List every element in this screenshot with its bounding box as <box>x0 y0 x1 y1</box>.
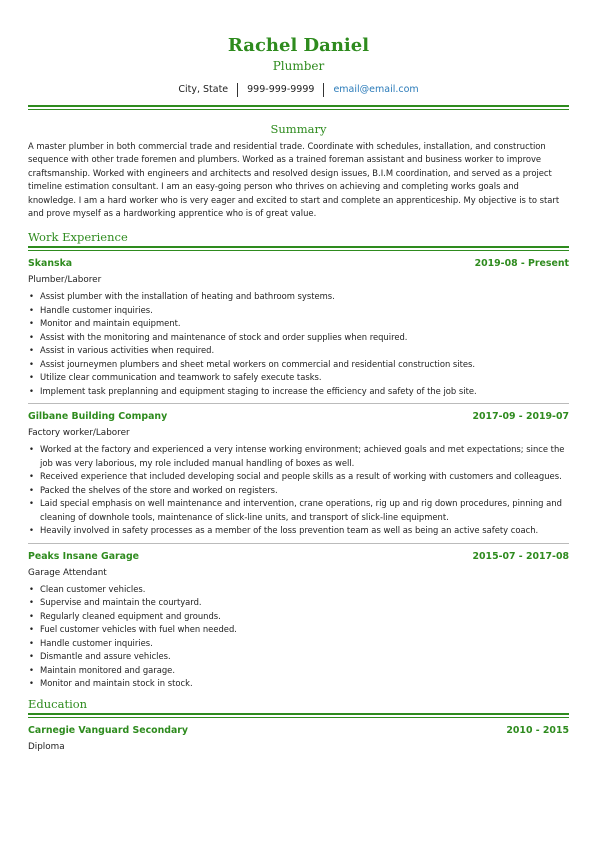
job-dates: 2017-09 - 2019-07 <box>472 411 569 423</box>
job-role: Plumber/Laborer <box>28 275 102 286</box>
job-dates: 2019-08 - Present <box>474 258 569 270</box>
bullet-item: • Monitor and maintain stock in stock. <box>40 677 569 691</box>
bullet-item: • Assist in various activities when required. <box>40 344 569 358</box>
school-degree: Diploma <box>28 741 65 752</box>
section-divider <box>28 713 569 718</box>
candidate-title: Plumber <box>272 59 325 73</box>
bullet-item: • Handle customer inquiries. <box>40 304 569 318</box>
education-heading: Education <box>28 696 88 711</box>
job-divider <box>28 403 569 404</box>
job-divider <box>28 543 569 544</box>
school-name: Carnegie Vanguard Secondary <box>28 724 189 736</box>
contact-separator <box>237 83 238 97</box>
header-divider <box>28 105 569 110</box>
bullet-item: • Received experience that included developing social and people skills as a result of working with customers and colleagues. <box>40 470 569 484</box>
bullet-item: • Maintain monitored and garage. <box>40 664 569 678</box>
job-company: Gilbane Building Company <box>28 411 168 423</box>
job-company: Peaks Insane Garage <box>28 550 140 562</box>
bullet-item: • Laid special emphasis on well maintenance and intervention, crane operations, rig up and rig down procedures, pinning and cleaning of downhole tools, maintenance of slick-line units, and transport of slick-line equipment. <box>40 497 569 524</box>
bullet-item: • Implement task preplanning and equipment staging to increase the efficiency and safety of the job site. <box>40 385 569 399</box>
job-bullets <box>28 583 569 691</box>
work-experience-heading: Work Experience <box>28 230 128 245</box>
bullet-item: • Packed the shelves of the store and worked on registers. <box>40 484 569 498</box>
contact-line <box>28 83 569 97</box>
job-bullets <box>28 443 569 538</box>
job-bullets <box>28 290 569 398</box>
job-role: Factory worker/Laborer <box>28 428 130 439</box>
bullet-item: • Monitor and maintain equipment. <box>40 317 569 331</box>
bullet-item: • Clean customer vehicles. <box>40 583 569 597</box>
bullet-item: • Heavily involved in safety processes as a member of the loss prevention team as well as being an active safety coach. <box>40 524 569 538</box>
bullet-item: • Fuel customer vehicles with fuel when needed. <box>40 623 569 637</box>
bullet-item: • Assist plumber with the installation of heating and bathroom systems. <box>40 290 569 304</box>
contact-email-link[interactable]: email@email.com <box>333 84 419 95</box>
job-entry <box>28 410 569 544</box>
bullet-item: • Utilize clear communication and teamwork to safely execute tasks. <box>40 371 569 385</box>
section-divider <box>28 246 569 251</box>
summary-text: A master plumber in both commercial trade and residential trade. Coordinate with schedules, installation, and construction sequence with other trade foremen and plumbers. Worked as a trained foreman assistant and business worker to improve craftsmanship. Worked with engineers and architects and resolved design issues, B.I.M coordination, and served as a project timeline estimation consultant. I am an easy-going person who thrives on achieving and completing works goals and knowledge. I am a hard worker who is very eager and excited to start and complete an apprenticeship. My objective is to start and prove myself as a hardworking apprentice who is of great value. <box>28 141 560 219</box>
contact-location: City, State <box>178 84 229 95</box>
job-role: Garage Attendant <box>28 567 107 578</box>
resume-header <box>28 0 569 97</box>
bullet-item: • Supervise and maintain the courtyard. <box>40 596 569 610</box>
contact-phone: 999-999-9999 <box>247 84 315 95</box>
job-entry <box>28 550 569 691</box>
school-dates: 2010 - 2015 <box>506 724 569 736</box>
job-company: Skanska <box>28 258 73 270</box>
bullet-item: • Regularly cleaned equipment and grounds. <box>40 610 569 624</box>
bullet-item: • Assist with the monitoring and maintenance of stock and order supplies when required. <box>40 331 569 345</box>
bullet-item: • Dismantle and assure vehicles. <box>40 650 569 664</box>
bullet-item: • Worked at the factory and experienced a very intense working environment; achieved goals and met expectations; since the job was very laborious, my role included manual handling of boxes as well. <box>40 443 569 470</box>
contact-separator <box>323 83 324 97</box>
education-entry <box>28 724 569 754</box>
bullet-item: • Assist journeymen plumbers and sheet metal workers on commercial and residential construction sites. <box>40 358 569 372</box>
candidate-name: Rachel Daniel <box>227 35 370 56</box>
bullet-item: • Handle customer inquiries. <box>40 637 569 651</box>
summary-heading: Summary <box>270 122 327 136</box>
job-entry <box>28 257 569 404</box>
job-dates: 2015-07 - 2017-08 <box>472 550 569 562</box>
